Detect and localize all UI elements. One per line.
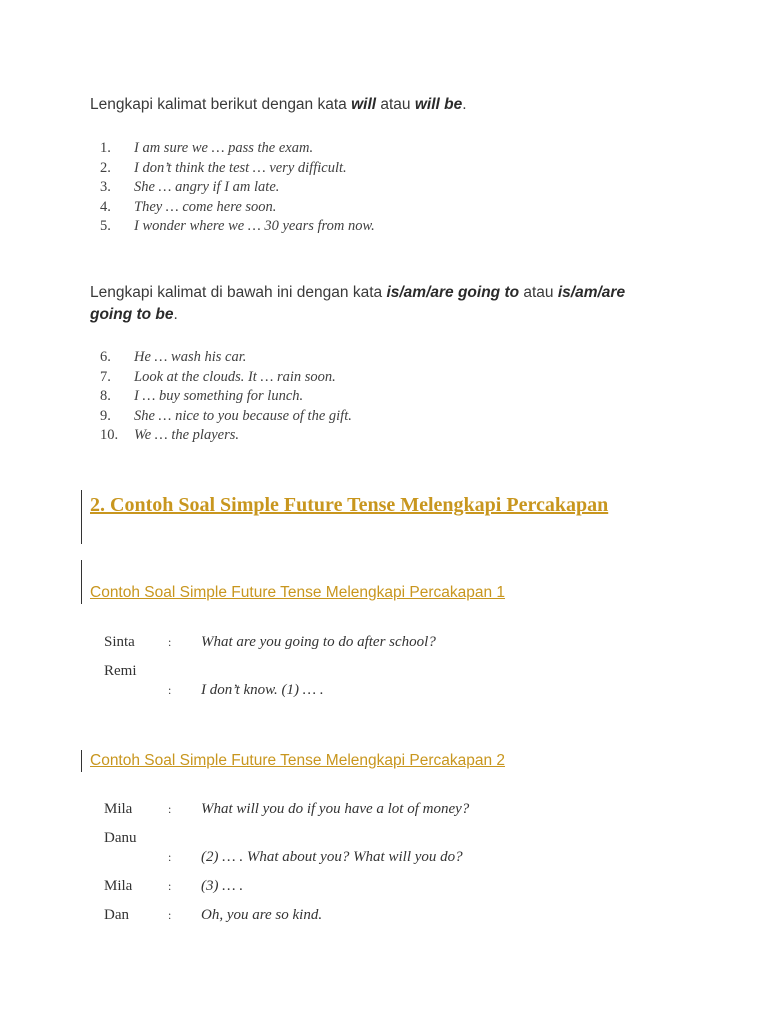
colon: :	[168, 908, 172, 922]
speaker: Remi	[104, 663, 137, 679]
list-item: 4. They … come here soon.	[100, 198, 277, 215]
question-list-1	[100, 139, 375, 237]
subheading-marker	[81, 560, 82, 604]
list-item: 3. She … angry if I am late.	[100, 179, 280, 195]
dialog-text: (2) … . What about you? What will you do?	[201, 849, 463, 865]
speaker: Sinta	[104, 634, 135, 650]
colon: :	[168, 683, 172, 697]
subheading-marker	[81, 750, 82, 772]
speaker: Mila	[104, 878, 133, 894]
list-item: 5. I wonder where we … 30 years from now.	[100, 218, 375, 234]
dialog-text: Oh, you are so kind.	[201, 907, 323, 923]
dialog-text: What will you do if you have a lot of money?	[201, 801, 470, 817]
speaker: Danu	[104, 830, 137, 846]
colon: :	[168, 879, 172, 893]
colon: :	[168, 802, 172, 816]
question-list-2	[100, 348, 352, 446]
keyword-going-to: is/am/are going to	[386, 284, 520, 301]
list-item: 7. Look at the clouds. It … rain soon.	[100, 368, 336, 385]
list-item: 1. I am sure we … pass the exam.	[100, 140, 314, 156]
list-item: 6. He … wash his car.	[100, 349, 247, 365]
instruction-1: Lengkapi kalimat berikut dengan kata will atau will be.	[90, 96, 467, 113]
dialog-text: (3) … .	[201, 878, 244, 894]
conversation-2-link[interactable]: Contoh Soal Simple Future Tense Melengkapi Percakapan 2	[90, 752, 506, 769]
keyword-going-to-be: is/am/are going to be	[90, 284, 626, 323]
list-item: 10. We … the players.	[100, 427, 239, 443]
keyword-will: will	[351, 96, 377, 113]
speaker: Dan	[104, 907, 129, 923]
list-item: 9. She … nice to you because of the gift.	[100, 407, 352, 424]
instruction-2: Lengkapi kalimat di bawah ini dengan kata is/am/are going to atau is/am/are going to be.	[90, 284, 626, 323]
keyword-will-be: will be	[414, 96, 463, 113]
list-item: 2. I don’t think the test … very difficult.	[100, 159, 347, 176]
speaker: Mila	[104, 801, 133, 817]
colon: :	[168, 850, 172, 864]
heading-marker	[81, 490, 82, 544]
list-item: 8. I … buy something for lunch.	[100, 388, 304, 404]
dialog-text: I don’t know. (1) … .	[201, 682, 324, 698]
colon: :	[168, 635, 172, 649]
section-heading-link[interactable]: 2. Contoh Soal Simple Future Tense Melengkapi Percakapan	[90, 494, 609, 516]
dialog-text: What are you going to do after school?	[201, 634, 436, 650]
conversation-1-link[interactable]: Contoh Soal Simple Future Tense Melengkapi Percakapan 1	[90, 584, 506, 601]
